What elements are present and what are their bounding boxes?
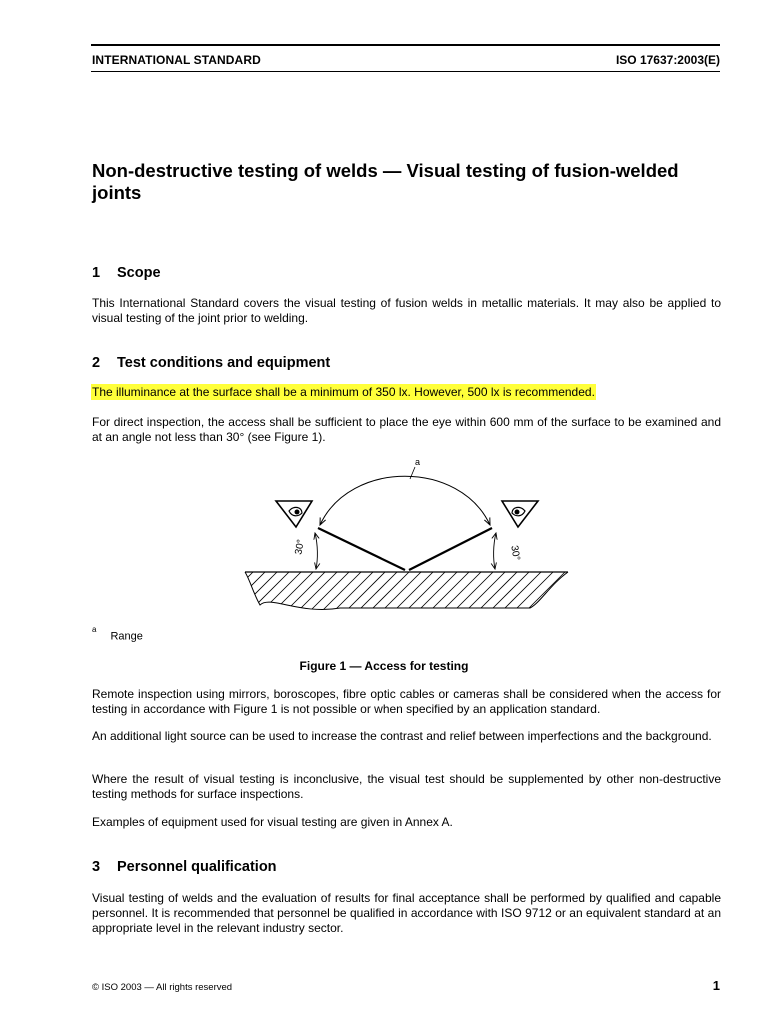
remote-inspection-paragraph: Remote inspection using mirrors, boroscopes, fibre optic cables or cameras shall be considered when the access for testing in accordance with Figure 1 is not possible or when specified by an application standard. [92,687,721,716]
light-source-paragraph: An additional light source can be used to increase the contrast and relief between imperfections and the background. [92,729,712,743]
left-angle-arc [315,533,317,569]
section-heading-scope [92,265,161,281]
scope-paragraph: This International Standard covers the visual testing of fusion welds in metallic materials. It may also be applied to visual testing of the joint prior to welding. [92,296,721,325]
page-number: 1 [712,978,720,993]
right-angle-arc [494,533,496,569]
section-heading-test-conditions [92,355,330,371]
range-leader [410,467,415,479]
footer-copyright: © ISO 2003 — All rights reserved [92,982,233,993]
section-number: 2 [92,355,101,371]
header-standard-number: ISO 17637:2003(E) [615,53,720,67]
section-heading-personnel [92,859,277,875]
range-marker: a [415,457,421,467]
range-arc [320,476,490,525]
footnote-marker: a [92,625,97,634]
footnote-text: Range [110,630,143,643]
figure-caption: Figure 1 — Access for testing [299,659,469,673]
highlighted-illuminance-text: The illuminance at the surface shall be a minimum of 350 lx. However, 500 lx is recommended. [92,385,595,399]
annex-reference-paragraph: Examples of equipment used for visual testing are given in Annex A. [92,815,453,829]
document-title: Non-destructive testing of welds — Visual testing of fusion-welded joints [92,160,679,203]
figure-footnote [92,625,143,643]
left-eye-icon [276,501,312,527]
left-angle-label: 30° [293,538,307,556]
header-rule-bottom [91,71,720,72]
inconclusive-result-paragraph: Where the result of visual testing is inconclusive, the visual test should be supplemented by other non-destructive testing methods for surface inspections. [92,772,721,801]
section-number: 1 [92,265,101,281]
section-title: Test conditions and equipment [117,355,331,371]
access-for-testing-figure [240,455,574,615]
right-eye-icon [502,501,538,527]
section-number: 3 [92,859,101,875]
personnel-paragraph: Visual testing of welds and the evaluation of results for final acceptance shall be performed by qualified and capable personnel. It is recommended that personnel be qualified in accordance with ISO 9712 or an equivalent standard at an appropriate level in the relevant industry sector. [92,891,721,935]
section-title: Scope [117,265,161,281]
right-sight-line [409,528,492,570]
direct-inspection-paragraph: For direct inspection, the access shall be sufficient to place the eye within 600 mm of the surface to be examined and at an angle not less than 30° (see Figure 1). [92,415,721,444]
header-document-type: INTERNATIONAL STANDARD [92,53,261,67]
right-angle-label: 30° [508,544,522,562]
left-sight-line [318,528,405,570]
section-title: Personnel qualification [117,859,277,875]
header-rule-top [91,44,720,46]
